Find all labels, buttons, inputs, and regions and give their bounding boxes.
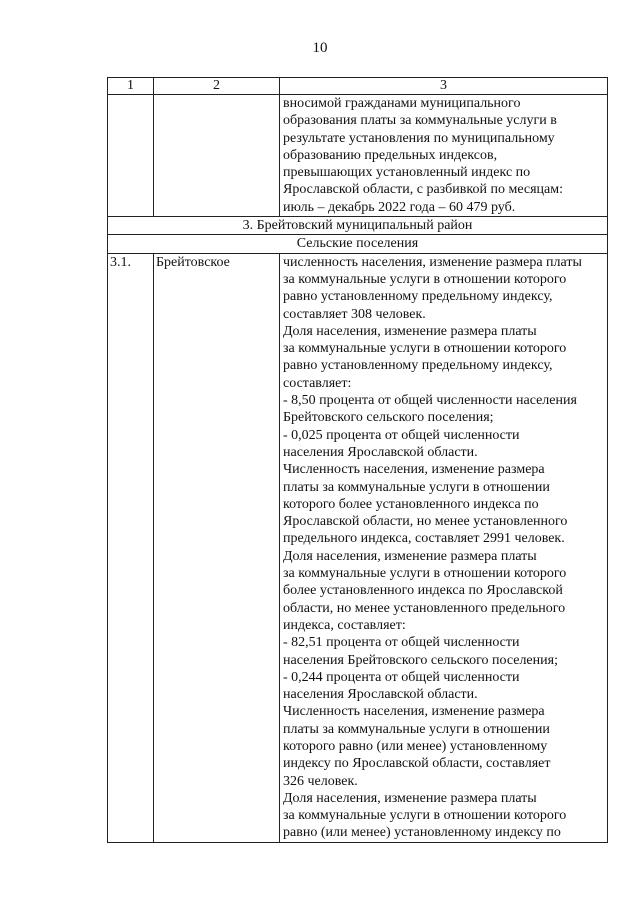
text-line: равно установленному предельному индексу, — [283, 358, 553, 374]
section-title-row — [108, 217, 608, 235]
text-line: более установленного индекса по Ярославской — [283, 583, 563, 599]
text-line: - 0,025 процента от общей численности — [283, 427, 520, 443]
text-line: превышающих установленный индекс по — [283, 165, 531, 181]
text-line: предельного индекса, составляет 2991 человек. — [283, 531, 565, 547]
text-line: июль – декабрь 2022 года – 60 479 руб. — [283, 199, 516, 215]
text-line: Численность населения, изменение размера — [283, 462, 545, 478]
text-line: равно установленному предельному индексу, — [283, 289, 553, 305]
continued-row-name — [154, 95, 280, 217]
row-number: 3.1. — [108, 253, 154, 842]
text-line: - 82,51 процента от общей численности — [283, 635, 520, 651]
header-col-2: 2 — [154, 78, 280, 95]
text-line: образования платы за коммунальные услуги в — [283, 113, 557, 129]
table-row — [108, 253, 608, 842]
text-line: населения Брейтовского сельского поселения; — [283, 652, 558, 668]
text-line: области, но менее установленного предельного — [283, 600, 566, 616]
subsection-title-row — [108, 235, 608, 253]
text-line: равно (или менее) установленному индексу по — [283, 825, 561, 841]
text-line: которого более установленного индекса по — [283, 496, 539, 512]
text-line: Брейтовского сельского поселения; — [283, 410, 494, 426]
text-line: платы за коммунальные услуги в отношении — [283, 721, 550, 737]
text-line: Ярославской области, с разбивкой по месяцам: — [283, 182, 564, 198]
text-line: Доля населения, изменение размера платы — [283, 790, 537, 806]
text-line: населения Ярославской области. — [283, 687, 478, 703]
text-line: за коммунальные услуги в отношении которого — [283, 808, 567, 824]
text-line: 326 человек. — [283, 773, 358, 789]
header-col-1: 1 — [108, 78, 154, 95]
header-col-3: 3 — [280, 78, 608, 95]
text-line: образованию предельных индексов, — [283, 147, 498, 163]
text-line: которого равно (или менее) установленному — [283, 738, 548, 754]
continued-row-text — [280, 95, 608, 217]
subsection-title: Сельские поселения — [108, 235, 608, 253]
row-text — [280, 253, 608, 842]
text-line: вносимой гражданами муниципального — [283, 96, 521, 111]
text-line: индекса, составляет: — [283, 617, 406, 633]
text-line: составляет 308 человек. — [283, 306, 426, 322]
text-line: составляет: — [283, 375, 352, 391]
continued-row — [108, 95, 608, 217]
text-line: - 8,50 процента от общей численности населения — [283, 393, 577, 409]
page-number: 10 — [312, 40, 328, 56]
text-line: Доля населения, изменение размера платы — [283, 548, 537, 564]
data-table — [107, 77, 608, 843]
text-line: численность населения, изменение размера платы — [283, 254, 582, 270]
text-line: Численность населения, изменение размера — [283, 704, 545, 720]
text-line: Ярославской области, но менее установленного — [283, 514, 568, 530]
section-title: 3. Брейтовский муниципальный район — [108, 217, 608, 235]
continued-row-number — [108, 95, 154, 217]
text-line: - 0,244 процента от общей численности — [283, 669, 520, 685]
text-line: Доля населения, изменение размера платы — [283, 323, 537, 339]
text-line: за коммунальные услуги в отношении которого — [283, 271, 567, 287]
text-line: результате установления по муниципальному — [283, 130, 555, 146]
row-name: Брейтовское — [154, 253, 280, 842]
text-line: населения Ярославской области. — [283, 444, 478, 460]
text-line: за коммунальные услуги в отношении которого — [283, 566, 567, 582]
text-line: платы за коммунальные услуги в отношении — [283, 479, 550, 495]
table-header-row — [108, 78, 608, 95]
text-line: за коммунальные услуги в отношении которого — [283, 341, 567, 357]
text-line: индексу по Ярославской области, составляет — [283, 756, 551, 772]
